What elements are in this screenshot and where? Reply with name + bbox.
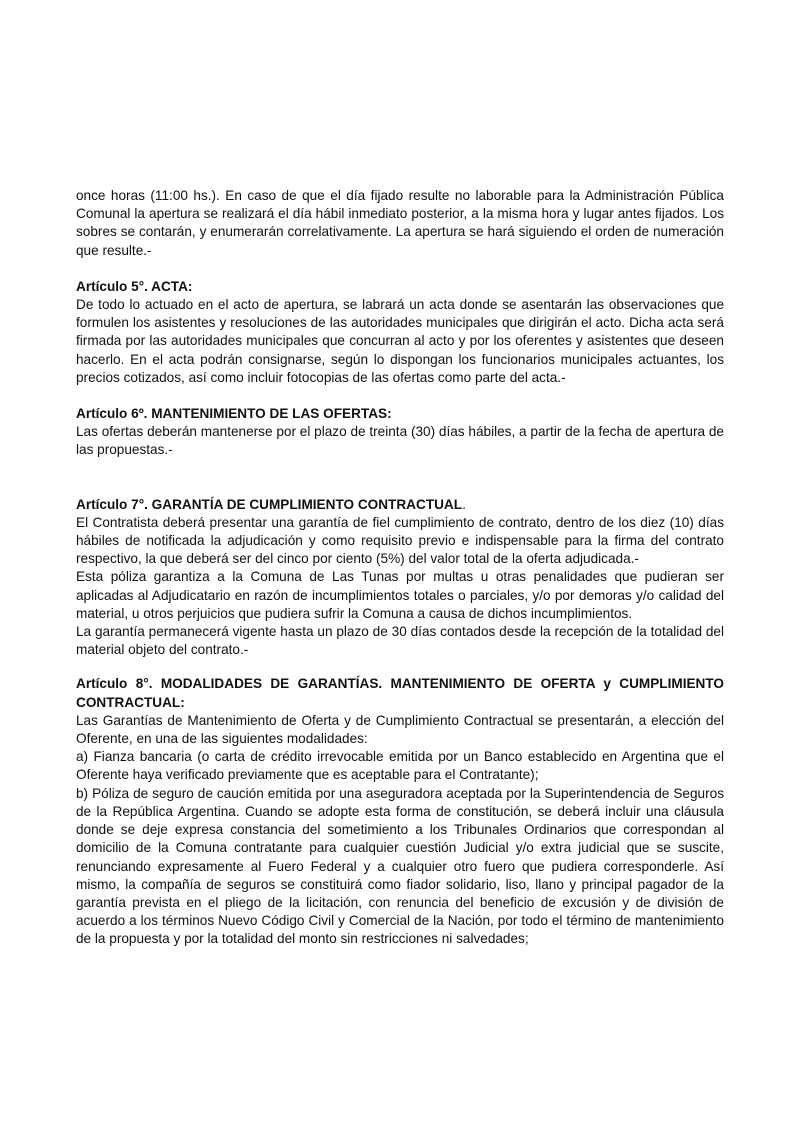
article-6-paragraph: Las ofertas deberán mantenerse por el plazo de treinta (30) días hábiles, a partir de la fecha de apertura de las propuestas.- — [76, 424, 724, 458]
article-7-title: Artículo 7°. GARANTÍA DE CUMPLIMIENTO CONTRACTUAL — [76, 496, 463, 512]
spacer — [76, 260, 724, 278]
spacer — [76, 460, 724, 496]
article-5-paragraph: De todo lo actuado en el acto de apertura, se labrará un acta donde se asentarán las observaciones que formulen los asistentes y resoluciones de las autoridades municipales que dirigirán el acto. Dicha acta será firmada por las autoridades municipales que concurran al acto y por los oferentes y asistentes que deseen hacerlo. En el acta podrán consignarse, según lo dispongan los funcionarios municipales actuantes, los precios cotizados, así como incluir fotocopias de las ofertas como parte del acta.- — [76, 297, 724, 385]
article-8-item-b: b) Póliza de seguro de caución emitida por una aseguradora aceptada por la Superintendencia de Seguros de la República Argentina. Cuando se adopte esta forma de constitución, se deberá incluir una cláusula donde se deje expresa constancia del sometimiento a los Tribunales Ordinarios que correspondan al domicilio de la Comuna contratante para cualquier cuestión Judicial y/o extra judicial que se suscite, renunciando expresamente al Fuero Federal y a cualquier otro fuero que pudiera corresponderle. Así mismo, la compañía de seguros se constituirá como fiador solidario, liso, llano y principal pagador de la garantía prevista en el pliego de la licitación, con renuncia del beneficio de excusión y de división de acuerdo a los términos Nuevo Código Civil y Comercial de la Nación, por todo el término de mantenimiento de la propuesta y por la totalidad del monto sin restricciones ni salvedades; — [76, 785, 724, 947]
article-7-paragraph-3: La garantía permanecerá vigente hasta un plazo de 30 días contados desde la recepción de la totalidad del material objeto del contrato.- — [76, 624, 724, 658]
article-5-heading: Artículo 5°. ACTA: — [76, 278, 193, 294]
document-page — [76, 187, 724, 949]
spacer — [76, 387, 724, 405]
article-8-item-a: a) Fianza bancaria (o carta de crédito irrevocable emitida por un Banco establecido en Argentina que el Oferente haya verificado previamente que es aceptable para el Contratante); — [76, 749, 724, 783]
intro-paragraph: once horas (11:00 hs.). En caso de que el día fijado resulte no laborable para la Administración Pública Comunal la apertura se realizará el día hábil inmediato posterior, a la misma hora y lugar antes fijados. Los sobres se contarán, y enumerarán correlativamente. La apertura se hará siguiendo el orden de numeración que resulte.- — [76, 188, 724, 258]
spacer — [76, 659, 724, 675]
article-8-paragraph-1: Las Garantías de Mantenimiento de Oferta y de Cumplimiento Contractual se presentarán, a elección del Oferente, en una de las siguientes modalidades: — [76, 712, 724, 747]
article-8-heading: Artículo 8°. MODALIDADES DE GARANTÍAS. MANTENIMIENTO DE OFERTA y CUMPLIMIENTO CONTRACTUAL: — [76, 676, 724, 710]
article-6-heading: Artículo 6º. MANTENIMIENTO DE LAS OFERTAS: — [76, 406, 392, 422]
article-7-heading — [76, 496, 724, 514]
article-7-title-end: . — [462, 496, 466, 512]
article-7-paragraph-2: Esta póliza garantiza a la Comuna de Las Tunas por multas u otras penalidades que pudieran ser aplicadas al Adjudicatario en razón de incumplimientos totales o parciales, y/o por demoras y/o calidad del material, u otros perjuicios que pudiera sufrir la Comuna a causa de dichos incumplimientos. — [76, 569, 724, 621]
article-7-paragraph-1: El Contratista deberá presentar una garantía de fiel cumplimiento de contrato, dentro de los diez (10) días hábiles de notificada la adjudicación y como requisito previo e indispensable para la firma del contrato respectivo, la que deberá ser del cinco por ciento (5%) del valor total de la oferta adjudicada.- — [76, 514, 724, 567]
